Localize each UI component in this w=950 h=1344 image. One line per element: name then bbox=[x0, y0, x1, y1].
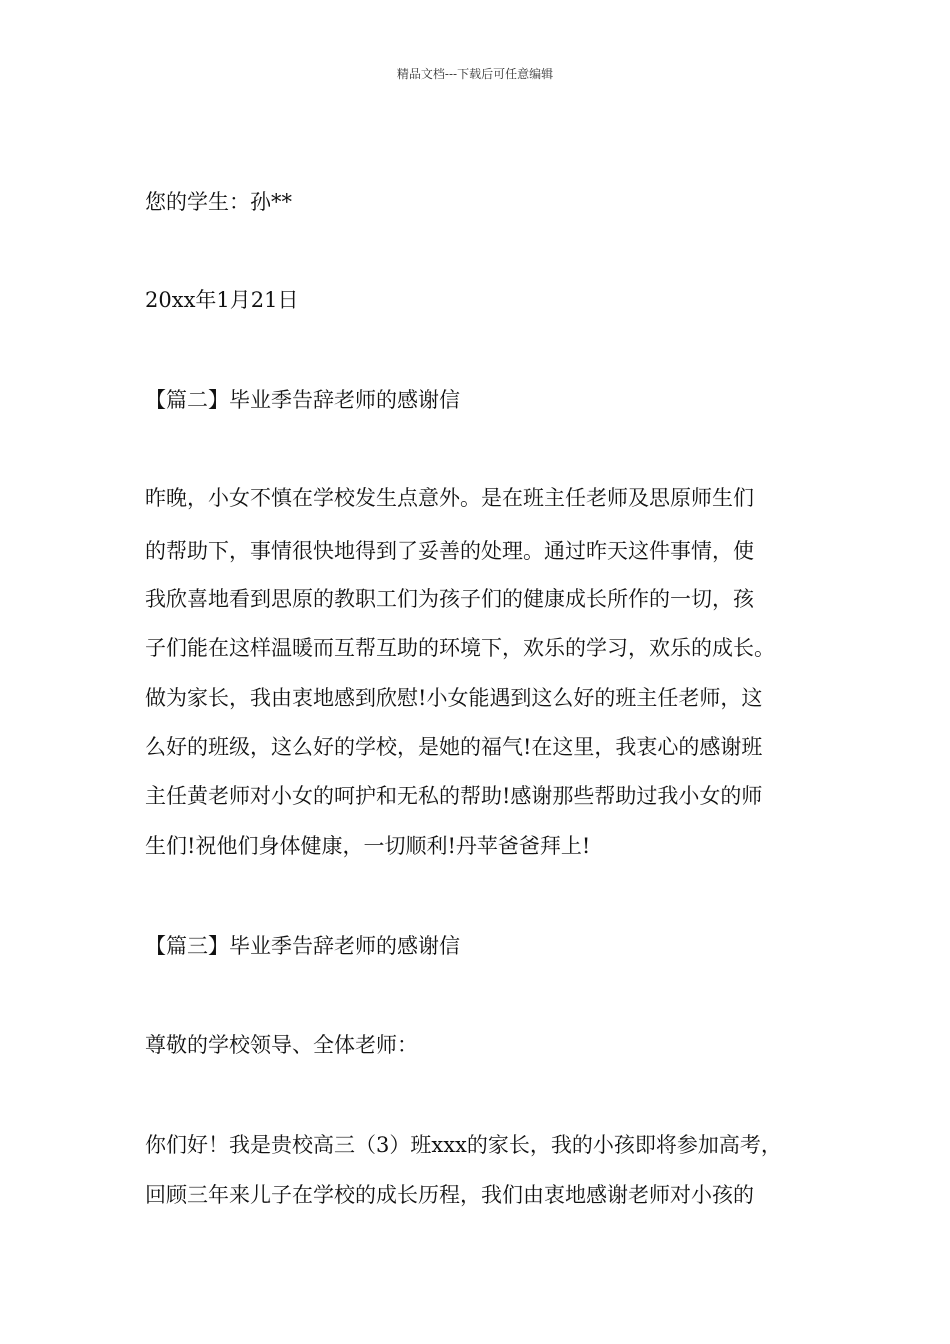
paragraph-line: 么好的班级，这么好的学校，是她的福气!在这里，我衷心的感谢班 bbox=[145, 735, 763, 759]
paragraph-line: 生们!祝他们身体健康，一切顺利!丹苹爸爸拜上! bbox=[145, 834, 591, 858]
paragraph-line: 昨晚，小女不慎在学校发生点意外。是在班主任老师及思原师生们 bbox=[145, 486, 754, 510]
salutation: 尊敬的学校领导、全体老师： bbox=[145, 1033, 418, 1057]
section2-title: 【篇二】毕业季告辞老师的感谢信 bbox=[145, 388, 460, 412]
paragraph-line: 你们好！我是贵校高三（3）班xxx的家长，我的小孩即将参加高考， bbox=[145, 1133, 782, 1157]
paragraph-line: 的帮助下，事情很快地得到了妥善的处理。通过昨天这件事情，使 bbox=[145, 539, 754, 563]
section3-title: 【篇三】毕业季告辞老师的感谢信 bbox=[145, 934, 460, 958]
date-line: 20xx年1月21日 bbox=[145, 288, 299, 312]
signature-line: 您的学生：孙** bbox=[145, 190, 292, 214]
paragraph-line: 做为家长，我由衷地感到欣慰!小女能遇到这么好的班主任老师，这 bbox=[145, 686, 763, 710]
paragraph-line: 主任黄老师对小女的呵护和无私的帮助!感谢那些帮助过我小女的师 bbox=[145, 784, 763, 808]
paragraph-line: 回顾三年来儿子在学校的成长历程，我们由衷地感谢老师对小孩的 bbox=[145, 1183, 754, 1207]
page-header: 精品文档---下载后可任意编辑 bbox=[396, 67, 554, 81]
paragraph-line: 子们能在这样温暖而互帮互助的环境下，欢乐的学习，欢乐的成长。 bbox=[145, 636, 775, 660]
paragraph-line: 我欣喜地看到思原的教职工们为孩子们的健康成长所作的一切，孩 bbox=[145, 587, 754, 611]
